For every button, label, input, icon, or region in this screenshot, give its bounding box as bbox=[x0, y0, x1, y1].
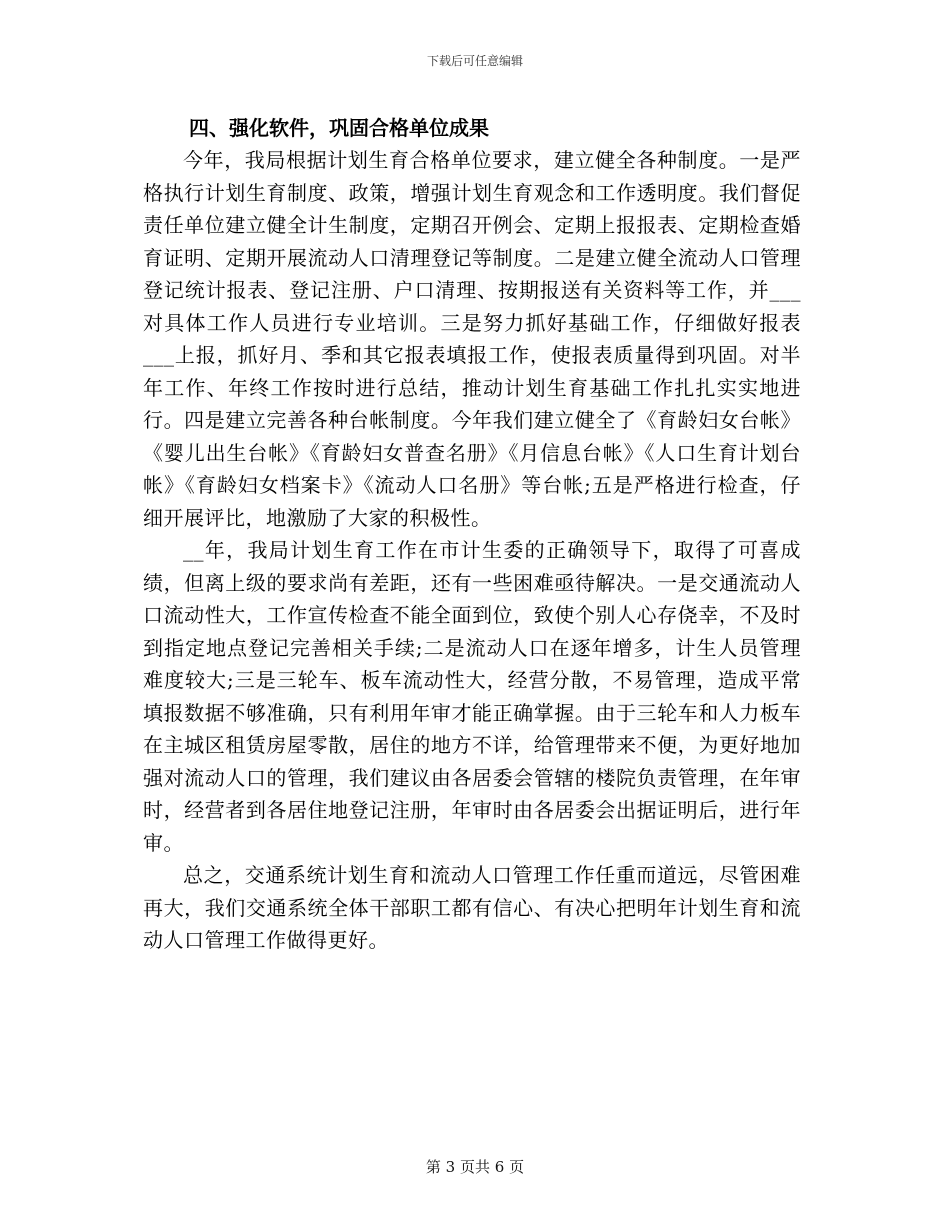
paragraph-difficulties: __年，我局计划生育工作在市计生委的正确领导下，取得了可喜成绩，但离上级的要求尚有差距，还有一些困难亟待解决。一是交通流动人口流动性大，工作宣传检查不能全面到位，致使个别人心存侥幸，不及时到指定地点登记完善相关手续;二是流动人口在逐年增多，计生人员管理难度较大;三是三轮车、板车流动性大，经营分散，不易管理，造成平常填报数据不够准确，只有利用年审才能正确掌握。由于三轮车和人力板车在主城区租赁房屋零散，居住的地方不详，给管理带来不便，为更好地加强对流动人口的管理，我们建议由各居委会管辖的楼院负责管理，在年审时，经营者到各居住地登记注册，年审时由各居委会出据证明后，进行年审。 bbox=[143, 538, 801, 855]
paragraph-conclusion: 总之，交通系统计划生育和流动人口管理工作任重而道远，尽管困难再大，我们交通系统全体干部职工都有信心、有决心把明年计划生育和流动人口管理工作做得更好。 bbox=[143, 863, 801, 952]
paragraph-institutions: 今年，我局根据计划生育合格单位要求，建立健全各种制度。一是严格执行计划生育制度、政策，增强计划生育观念和工作透明度。我们督促责任单位建立健全计生制度，定期召开例会、定期上报报表、定期检查婚育证明、定期开展流动人口清理登记等制度。二是建立健全流动人口管理登记统计报表、登记注册、户口清理、按期报送有关资料等工作，并___对具体工作人员进行专业培训。三是努力抓好基础工作，仔细做好报表___上报，抓好月、季和其它报表填报工作，使报表质量得到巩固。对半年工作、年终工作按时进行总结，推动计划生育基础工作扎扎实实地进行。四是建立完善各种台帐制度。今年我们建立健全了《育龄妇女台帐》《婴儿出生台帐》《育龄妇女普查名册》《月信息台帐》《人口生育计划台帐》《育龄妇女档案卡》《流动人口名册》等台帐;五是严格进行检查，仔细开展评比，地激励了大家的积极性。 bbox=[143, 148, 801, 530]
section-heading: 四、强化软件，巩固合格单位成果 bbox=[189, 116, 489, 140]
document-body bbox=[143, 112, 801, 957]
page-number: 第 3 页共 6 页 bbox=[425, 1158, 525, 1176]
page-header: 下载后可任意编辑 bbox=[426, 54, 523, 68]
